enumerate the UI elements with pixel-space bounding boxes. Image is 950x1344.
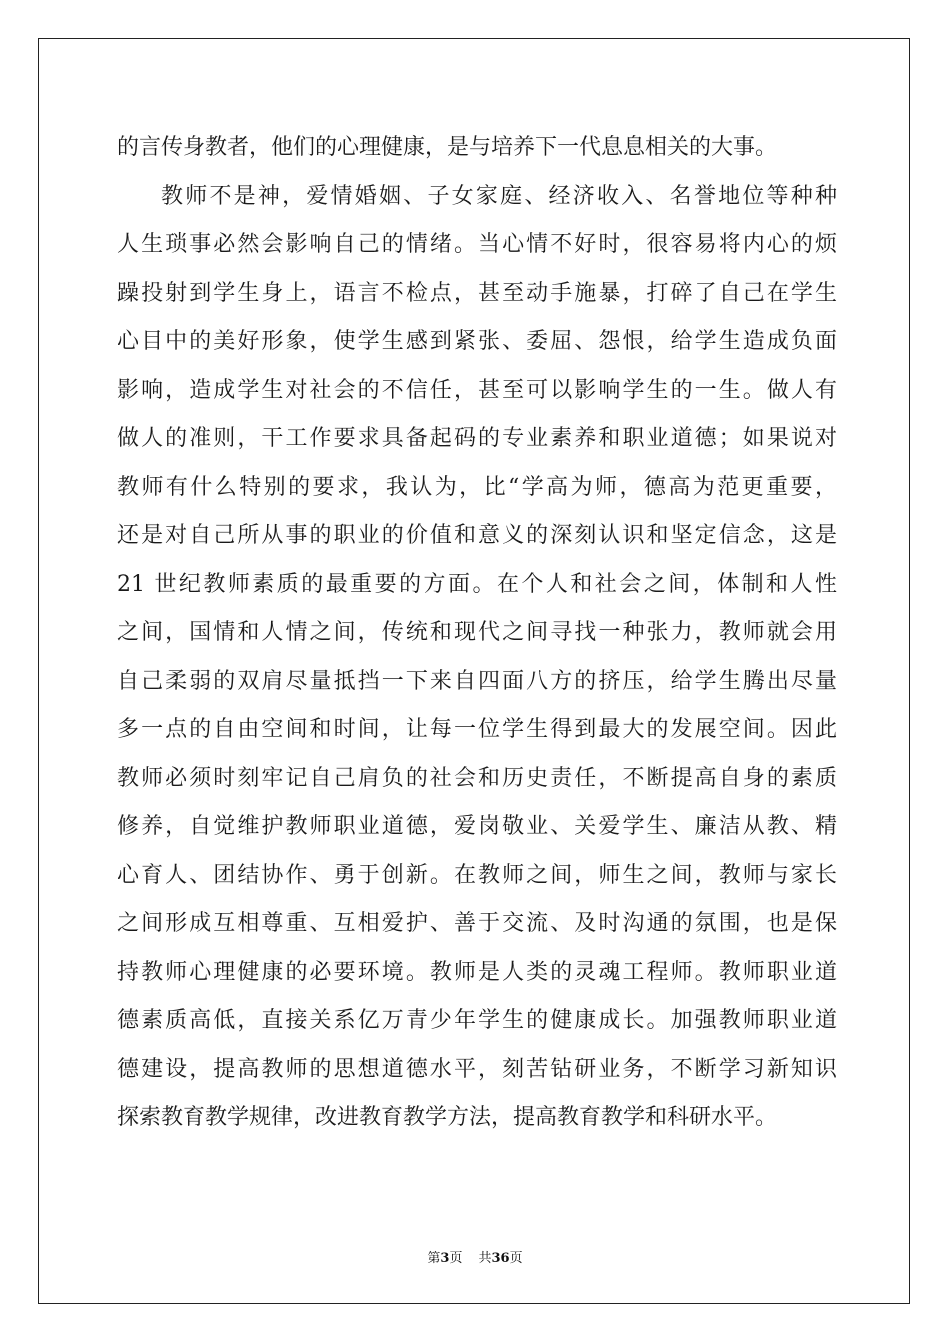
text-line: 德建设，提高教师的思想道德水平，刻苦钻研业务，不断学习新知识	[117, 1056, 837, 1082]
text-line: 之间，国情和人情之间，传统和现代之间寻找一种张力，教师就会用	[117, 620, 837, 645]
text-line: 的言传身教者，他们的心理健康，是与培养下一代息息相关的大事。	[117, 135, 778, 160]
text-line: 还是对自己所从事的职业的价值和意义的深刻认识和坚定信念，这是	[117, 523, 837, 548]
text-line: 德素质高低，直接关系亿万青少年学生的健康成长。加强教师职业道	[117, 1008, 837, 1033]
text-line: 躁投射到学生身上，语言不检点，甚至动手施暴，打碎了自己在学生	[117, 280, 837, 306]
text-line: 修养，自觉维护教师职业道德，爱岗敬业、关爱学生、廉洁从教、精	[117, 814, 837, 839]
text-line: 之间形成互相尊重、互相爱护、善于交流、及时沟通的氛围，也是保	[117, 911, 837, 936]
text-line: 教师有什么特别的要求，我认为，比“学高为师，德高为范更重要，	[117, 474, 837, 500]
text-line: 多一点的自由空间和时间，让每一位学生得到最大的发展空间。因此	[117, 717, 837, 742]
page-prefix: 第	[427, 1251, 441, 1266]
text-line: 探索教育教学规律，改进教育教学方法，提高教育教学和科研水平。	[117, 1105, 778, 1130]
text-line: 心目中的美好形象，使学生感到紧张、委屈、怨恨，给学生造成负面	[117, 329, 837, 354]
page-number: 3	[440, 1251, 450, 1266]
total-prefix: 共	[478, 1251, 492, 1266]
body-text	[117, 124, 837, 1143]
text-line: 21 世纪教师素质的最重要的方面。在个人和社会之间，体制和人性	[117, 571, 837, 597]
text-line: 影响，造成学生对社会的不信任，甚至可以影响学生的一生。做人有	[117, 377, 837, 403]
page-suffix: 页	[449, 1251, 463, 1266]
text-line: 心育人、团结协作、勇于创新。在教师之间，师生之间，教师与家长	[117, 862, 837, 888]
text-line: 自己柔弱的双肩尽量抵挡一下来自四面八方的挤压，给学生腾出尽量	[117, 668, 837, 694]
text-line: 教师必须时刻牢记自己肩负的社会和历史责任，不断提高自身的素质	[117, 765, 837, 791]
total-pages: 36	[491, 1251, 510, 1266]
page-footer	[0, 1247, 950, 1266]
text-line: 持教师心理健康的必要环境。教师是人类的灵魂工程师。教师职业道	[117, 959, 837, 985]
total-suffix: 页	[509, 1251, 523, 1266]
text-line: 教师不是神，爱情婚姻、子女家庭、经济收入、名誉地位等种种	[161, 183, 837, 209]
text-line: 人生琐事必然会影响自己的情绪。当心情不好时，很容易将内心的烦	[117, 232, 837, 257]
text-line: 做人的准则，干工作要求具备起码的专业素养和职业道德；如果说对	[117, 426, 837, 451]
